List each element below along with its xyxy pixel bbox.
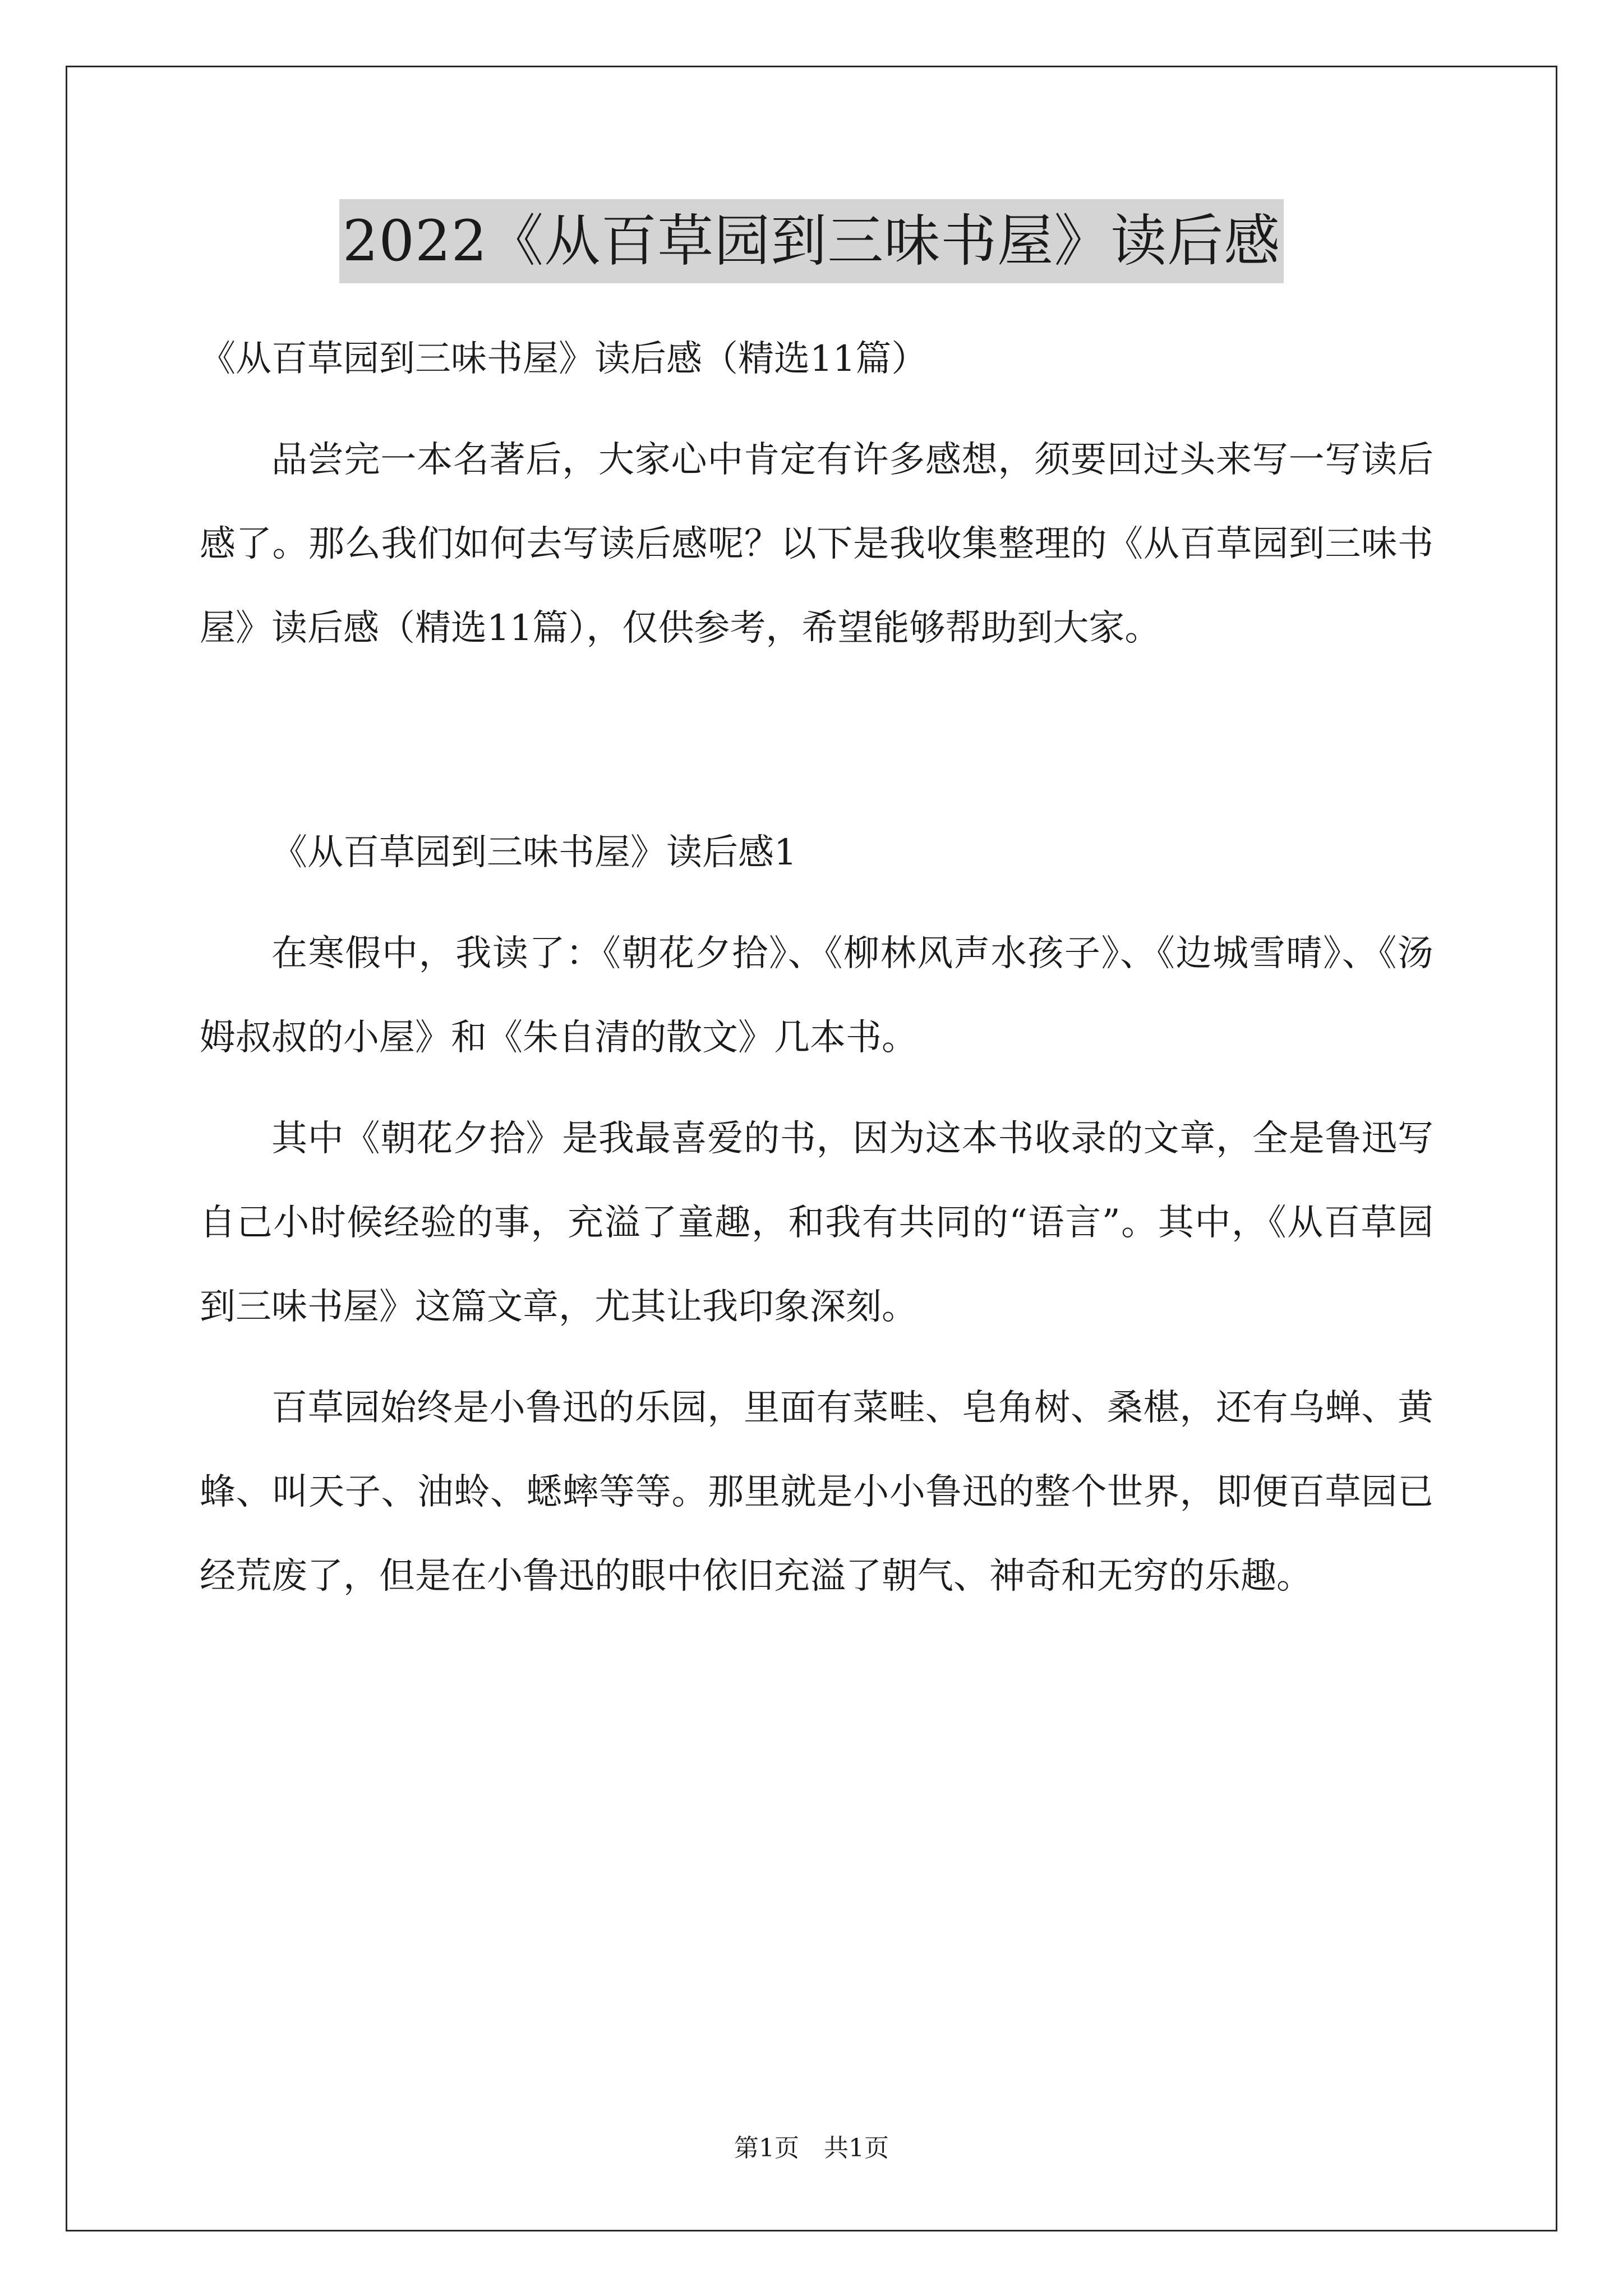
body-paragraph-3: 百草园始终是小鲁迅的乐园，里面有菜畦、皂角树、桑椹，还有乌蝉、黄蜂、叫天子、油蛉、蟋蟀等等。那里就是小小鲁迅的整个世界，即便百草园已经荒废了，但是在小鲁迅的眼中依旧充溢了朝气、神奇和无穷的乐趣。 xyxy=(200,1387,1433,1597)
section-heading: 《从百草园到三味书屋》读后感1 xyxy=(271,832,797,873)
body-paragraph-1: 在寒假中，我读了：《朝花夕拾》、《柳林风声水孩子》、《边城雪晴》、《汤姆叔叔的小屋》和《朱自清的散文》几本书。 xyxy=(200,933,1433,1059)
spacer xyxy=(200,1349,1433,1366)
spacer xyxy=(200,895,1433,912)
body-paragraph-2: 其中《朝花夕拾》是我最喜爱的书，因为这本书收录的文章，全是鲁迅写自己小时候经验的事，充溢了童趣，和我有共同的“语言”。其中，《从百草园到三味书屋》这篇文章，尤其让我印象深刻。 xyxy=(200,1118,1433,1328)
document-body xyxy=(200,317,1433,1618)
page-footer: 第1页 共1页 xyxy=(734,2134,889,2162)
spacer xyxy=(200,401,1433,418)
document-subtitle: 《从百草园到三味书屋》读后感（精选11篇） xyxy=(200,338,928,380)
document-title: 2022《从百草园到三味书屋》读后感 xyxy=(339,199,1284,283)
spacer xyxy=(200,670,1433,811)
title-container xyxy=(0,199,1623,283)
spacer xyxy=(200,1080,1433,1097)
intro-paragraph: 品尝完一本名著后，大家心中肯定有许多感想，须要回过头来写一写读后感了。那么我们如何去写读后感呢？以下是我收集整理的《从百草园到三味书屋》读后感（精选11篇），仅供参考，希望能够帮助到大家。 xyxy=(200,439,1433,649)
